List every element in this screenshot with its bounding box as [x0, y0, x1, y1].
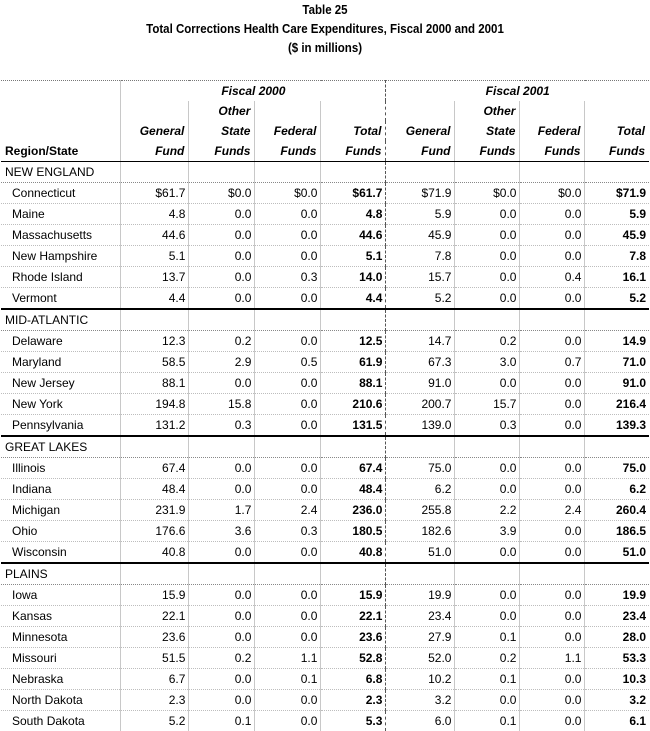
general-header-2000-a: General [121, 121, 189, 141]
other-state-funds-2001: 3.9 [455, 521, 520, 542]
federal-funds-2001: 0.0 [520, 373, 585, 394]
general-fund-2000: 40.8 [121, 542, 189, 564]
total-funds-2000: 4.8 [321, 204, 386, 225]
federal-funds-2001: 2.4 [520, 500, 585, 521]
total-funds-2001: 6.1 [585, 711, 649, 731]
state-name: Illinois [1, 458, 121, 479]
table-row [1, 479, 649, 500]
other-state-funds-2000: 0.0 [189, 373, 255, 394]
table-row [1, 225, 649, 246]
general-header-2001-a: General [386, 121, 455, 141]
table-row [1, 606, 649, 627]
federal-funds-2000: 0.0 [255, 585, 321, 606]
total-funds-2001: 14.9 [585, 331, 649, 352]
table-row [1, 500, 649, 521]
federal-funds-2000: 0.0 [255, 627, 321, 648]
total-funds-2001: 16.1 [585, 267, 649, 288]
state-name: Michigan [1, 500, 121, 521]
federal-funds-2000: 0.1 [255, 669, 321, 690]
total-funds-2001: 51.0 [585, 542, 649, 564]
general-fund-2001: 75.0 [386, 458, 455, 479]
state-name: Indiana [1, 479, 121, 500]
general-fund-2001: 52.0 [386, 648, 455, 669]
general-fund-2000: 12.3 [121, 331, 189, 352]
general-fund-2001: 45.9 [386, 225, 455, 246]
other-state-funds-2001: 0.0 [455, 542, 520, 564]
other-state-funds-2000: 0.0 [189, 204, 255, 225]
general-fund-2000: 176.6 [121, 521, 189, 542]
other-state-funds-2001: 0.0 [455, 225, 520, 246]
general-fund-2000: 194.8 [121, 394, 189, 415]
other-state-header-2000-a: Other [189, 101, 255, 121]
total-funds-2001: 75.0 [585, 458, 649, 479]
state-name: Iowa [1, 585, 121, 606]
federal-funds-2001: 0.0 [520, 479, 585, 500]
federal-header-2001-a: Federal [520, 121, 585, 141]
federal-funds-2001: 0.0 [520, 606, 585, 627]
general-fund-2000: 22.1 [121, 606, 189, 627]
table-row [1, 394, 649, 415]
other-state-funds-2000: 0.0 [189, 246, 255, 267]
federal-funds-2000: 0.0 [255, 606, 321, 627]
table-row [1, 267, 649, 288]
federal-funds-2000: 0.3 [255, 521, 321, 542]
total-funds-2001: 5.2 [585, 288, 649, 310]
federal-funds-2000: 1.1 [255, 648, 321, 669]
total-funds-2000: 4.4 [321, 288, 386, 310]
federal-funds-2001: 0.7 [520, 352, 585, 373]
federal-funds-2001: 0.0 [520, 585, 585, 606]
region-name: GREAT LAKES [1, 436, 121, 458]
federal-funds-2001: $0.0 [520, 183, 585, 204]
general-header-2000-b: Fund [121, 141, 189, 162]
general-fund-2000: 51.5 [121, 648, 189, 669]
other-state-funds-2000: 15.8 [189, 394, 255, 415]
total-funds-2000: 5.3 [321, 711, 386, 731]
table-row [1, 183, 649, 204]
general-fund-2000: 6.7 [121, 669, 189, 690]
table-row [1, 352, 649, 373]
state-name: Wisconsin [1, 542, 121, 564]
general-fund-2001: 255.8 [386, 500, 455, 521]
federal-funds-2000: 0.0 [255, 204, 321, 225]
table-row [1, 542, 649, 564]
other-state-funds-2000: $0.0 [189, 183, 255, 204]
general-fund-2001: 6.0 [386, 711, 455, 731]
general-fund-2001: 14.7 [386, 331, 455, 352]
other-state-funds-2001: 0.0 [455, 288, 520, 310]
federal-funds-2001: 0.0 [520, 521, 585, 542]
general-fund-2001: 3.2 [386, 690, 455, 711]
other-state-funds-2000: 1.7 [189, 500, 255, 521]
general-fund-2001: 23.4 [386, 606, 455, 627]
table-number: Table 25 [26, 1, 624, 20]
state-name: Vermont [1, 288, 121, 310]
total-funds-2000: 15.9 [321, 585, 386, 606]
federal-header-2000-a: Federal [255, 121, 321, 141]
federal-funds-2000: 0.0 [255, 711, 321, 731]
total-funds-2000: 52.8 [321, 648, 386, 669]
other-state-funds-2000: 0.0 [189, 669, 255, 690]
other-state-funds-2001: 0.0 [455, 204, 520, 225]
federal-funds-2000: 0.0 [255, 542, 321, 564]
general-fund-2001: 139.0 [386, 415, 455, 437]
table-row [1, 373, 649, 394]
federal-funds-2000: 0.0 [255, 479, 321, 500]
header-row-3 [1, 141, 649, 162]
other-state-funds-2000: 0.0 [189, 458, 255, 479]
federal-funds-2000: 0.0 [255, 288, 321, 310]
table-row [1, 711, 649, 731]
other-state-funds-2001: 0.0 [455, 606, 520, 627]
total-funds-2001: 19.9 [585, 585, 649, 606]
federal-header-2001-b: Funds [520, 141, 585, 162]
table-body [1, 162, 649, 731]
total-funds-2000: 22.1 [321, 606, 386, 627]
total-funds-2000: 88.1 [321, 373, 386, 394]
federal-funds-2000: 0.0 [255, 690, 321, 711]
general-fund-2000: 4.4 [121, 288, 189, 310]
total-funds-2000: 23.6 [321, 627, 386, 648]
general-fund-2001: 27.9 [386, 627, 455, 648]
state-name: Connecticut [1, 183, 121, 204]
state-name: North Dakota [1, 690, 121, 711]
general-fund-2000: 67.4 [121, 458, 189, 479]
federal-funds-2001: 0.0 [520, 690, 585, 711]
region-name: NEW ENGLAND [1, 162, 121, 183]
table-row [1, 331, 649, 352]
other-state-funds-2000: 0.0 [189, 225, 255, 246]
other-state-funds-2000: 0.2 [189, 648, 255, 669]
total-funds-2001: 91.0 [585, 373, 649, 394]
header-row-1 [1, 101, 649, 121]
general-fund-2000: 13.7 [121, 267, 189, 288]
federal-funds-2001: 0.0 [520, 542, 585, 564]
general-fund-2001: 91.0 [386, 373, 455, 394]
general-fund-2000: 48.4 [121, 479, 189, 500]
state-name: New Hampshire [1, 246, 121, 267]
federal-funds-2001: 0.0 [520, 288, 585, 310]
region-row [1, 309, 649, 331]
region-name: MID-ATLANTIC [1, 309, 121, 331]
table-row [1, 648, 649, 669]
federal-funds-2000: 0.0 [255, 458, 321, 479]
other-state-header-2000-c: Funds [189, 141, 255, 162]
general-fund-2000: 15.9 [121, 585, 189, 606]
general-fund-2001: 5.9 [386, 204, 455, 225]
other-state-funds-2000: 0.1 [189, 711, 255, 731]
federal-funds-2001: 0.0 [520, 394, 585, 415]
total-funds-2000: 210.6 [321, 394, 386, 415]
state-name: Minnesota [1, 627, 121, 648]
total-header-2001-b: Funds [585, 141, 649, 162]
federal-funds-2001: 0.0 [520, 225, 585, 246]
total-funds-2000: 12.5 [321, 331, 386, 352]
region-row [1, 162, 649, 183]
total-funds-2001: 45.9 [585, 225, 649, 246]
other-state-funds-2000: 0.0 [189, 585, 255, 606]
federal-funds-2000: 0.0 [255, 246, 321, 267]
region-row [1, 563, 649, 585]
general-fund-2000: 44.6 [121, 225, 189, 246]
total-funds-2000: 131.5 [321, 415, 386, 437]
other-state-funds-2001: 0.0 [455, 479, 520, 500]
other-state-funds-2001: 0.1 [455, 669, 520, 690]
state-name: Pennsylvania [1, 415, 121, 437]
general-fund-2000: 5.2 [121, 711, 189, 731]
state-name: Massachusetts [1, 225, 121, 246]
total-header-2001-a: Total [585, 121, 649, 141]
general-fund-2001: 19.9 [386, 585, 455, 606]
total-funds-2000: 2.3 [321, 690, 386, 711]
other-state-funds-2000: 0.0 [189, 627, 255, 648]
general-fund-2000: 5.1 [121, 246, 189, 267]
state-name: Rhode Island [1, 267, 121, 288]
general-fund-2000: 131.2 [121, 415, 189, 437]
table-units: ($ in millions) [26, 39, 624, 58]
total-funds-2001: 28.0 [585, 627, 649, 648]
other-state-funds-2001: 0.0 [455, 690, 520, 711]
state-name: Delaware [1, 331, 121, 352]
total-funds-2000: 6.8 [321, 669, 386, 690]
other-state-funds-2001: 0.0 [455, 246, 520, 267]
state-name: South Dakota [1, 711, 121, 731]
table-title: Total Corrections Health Care Expenditures, Fiscal 2000 and 2001 [26, 20, 624, 39]
federal-funds-2001: 0.0 [520, 458, 585, 479]
other-state-funds-2000: 0.3 [189, 415, 255, 437]
other-state-funds-2001: 2.2 [455, 500, 520, 521]
other-state-funds-2000: 0.0 [189, 690, 255, 711]
federal-funds-2001: 0.0 [520, 711, 585, 731]
federal-funds-2000: 0.0 [255, 331, 321, 352]
total-funds-2000: 67.4 [321, 458, 386, 479]
region-row [1, 436, 649, 458]
other-state-funds-2000: 2.9 [189, 352, 255, 373]
total-funds-2000: $61.7 [321, 183, 386, 204]
other-state-funds-2000: 0.2 [189, 331, 255, 352]
other-state-funds-2001: $0.0 [455, 183, 520, 204]
other-state-header-2001-b: State [455, 121, 520, 141]
other-state-funds-2000: 0.0 [189, 288, 255, 310]
other-state-funds-2001: 15.7 [455, 394, 520, 415]
table-row [1, 288, 649, 310]
total-funds-2001: 7.8 [585, 246, 649, 267]
table-title-block [0, 0, 650, 58]
other-state-funds-2001: 3.0 [455, 352, 520, 373]
state-name: Ohio [1, 521, 121, 542]
total-funds-2001: 6.2 [585, 479, 649, 500]
general-fund-2001: $71.9 [386, 183, 455, 204]
table-row [1, 204, 649, 225]
federal-funds-2000: 2.4 [255, 500, 321, 521]
table-row [1, 246, 649, 267]
fiscal-year-header-row [1, 81, 649, 102]
other-state-funds-2001: 0.1 [455, 627, 520, 648]
state-name: Kansas [1, 606, 121, 627]
general-fund-2000: 88.1 [121, 373, 189, 394]
general-fund-2001: 10.2 [386, 669, 455, 690]
table-header [1, 81, 649, 162]
federal-funds-2000: 0.0 [255, 415, 321, 437]
other-state-funds-2000: 0.0 [189, 542, 255, 564]
total-header-2000-a: Total [321, 121, 386, 141]
general-fund-2000: $61.7 [121, 183, 189, 204]
federal-funds-2001: 0.0 [520, 246, 585, 267]
total-header-2000-b: Funds [321, 141, 386, 162]
total-funds-2001: 10.3 [585, 669, 649, 690]
other-state-funds-2001: 0.3 [455, 415, 520, 437]
federal-funds-2001: 1.1 [520, 648, 585, 669]
header-spacer [1, 81, 121, 102]
general-fund-2001: 200.7 [386, 394, 455, 415]
general-fund-2000: 4.8 [121, 204, 189, 225]
fiscal-2001-header: Fiscal 2001 [386, 81, 649, 102]
general-fund-2001: 67.3 [386, 352, 455, 373]
total-funds-2000: 180.5 [321, 521, 386, 542]
federal-funds-2001: 0.0 [520, 331, 585, 352]
table-row [1, 585, 649, 606]
state-name: Missouri [1, 648, 121, 669]
total-funds-2000: 40.8 [321, 542, 386, 564]
federal-funds-2001: 0.4 [520, 267, 585, 288]
region-state-header: Region/State [1, 141, 121, 162]
total-funds-2001: 71.0 [585, 352, 649, 373]
federal-funds-2001: 0.0 [520, 415, 585, 437]
table-row [1, 690, 649, 711]
federal-header-2000-b: Funds [255, 141, 321, 162]
federal-funds-2001: 0.0 [520, 627, 585, 648]
total-funds-2001: 216.4 [585, 394, 649, 415]
total-funds-2001: 260.4 [585, 500, 649, 521]
header-row-2 [1, 121, 649, 141]
other-state-funds-2001: 0.2 [455, 648, 520, 669]
total-funds-2000: 236.0 [321, 500, 386, 521]
general-fund-2000: 23.6 [121, 627, 189, 648]
general-fund-2001: 51.0 [386, 542, 455, 564]
federal-funds-2000: 0.5 [255, 352, 321, 373]
other-state-funds-2001: 0.0 [455, 267, 520, 288]
general-fund-2001: 5.2 [386, 288, 455, 310]
state-name: Nebraska [1, 669, 121, 690]
other-state-funds-2000: 0.0 [189, 267, 255, 288]
other-state-header-2000-b: State [189, 121, 255, 141]
total-funds-2001: 186.5 [585, 521, 649, 542]
state-name: Maine [1, 204, 121, 225]
federal-funds-2000: 0.0 [255, 373, 321, 394]
total-funds-2000: 61.9 [321, 352, 386, 373]
other-state-funds-2000: 3.6 [189, 521, 255, 542]
general-fund-2000: 58.5 [121, 352, 189, 373]
table-row [1, 627, 649, 648]
other-state-header-2001-c: Funds [455, 141, 520, 162]
total-funds-2001: 53.3 [585, 648, 649, 669]
federal-funds-2000: 0.0 [255, 225, 321, 246]
other-state-funds-2001: 0.0 [455, 373, 520, 394]
other-state-funds-2000: 0.0 [189, 606, 255, 627]
table-row [1, 415, 649, 437]
total-funds-2001: 139.3 [585, 415, 649, 437]
table-row [1, 458, 649, 479]
other-state-funds-2001: 0.2 [455, 331, 520, 352]
total-funds-2001: 23.4 [585, 606, 649, 627]
total-funds-2000: 44.6 [321, 225, 386, 246]
state-name: Maryland [1, 352, 121, 373]
other-state-header-2001-a: Other [455, 101, 520, 121]
state-name: New York [1, 394, 121, 415]
total-funds-2000: 14.0 [321, 267, 386, 288]
federal-funds-2000: 0.0 [255, 394, 321, 415]
general-fund-2000: 231.9 [121, 500, 189, 521]
table-row [1, 521, 649, 542]
total-funds-2001: 3.2 [585, 690, 649, 711]
total-funds-2001: 5.9 [585, 204, 649, 225]
total-funds-2000: 5.1 [321, 246, 386, 267]
general-header-2001-b: Fund [386, 141, 455, 162]
other-state-funds-2001: 0.0 [455, 458, 520, 479]
federal-funds-2001: 0.0 [520, 669, 585, 690]
fiscal-2000-header: Fiscal 2000 [121, 81, 386, 102]
region-name: PLAINS [1, 563, 121, 585]
general-fund-2001: 7.8 [386, 246, 455, 267]
general-fund-2001: 6.2 [386, 479, 455, 500]
state-name: New Jersey [1, 373, 121, 394]
other-state-funds-2001: 0.0 [455, 585, 520, 606]
other-state-funds-2001: 0.1 [455, 711, 520, 731]
federal-funds-2000: 0.3 [255, 267, 321, 288]
general-fund-2001: 15.7 [386, 267, 455, 288]
other-state-funds-2000: 0.0 [189, 479, 255, 500]
general-fund-2000: 2.3 [121, 690, 189, 711]
federal-funds-2000: $0.0 [255, 183, 321, 204]
general-fund-2001: 182.6 [386, 521, 455, 542]
table-row [1, 669, 649, 690]
total-funds-2001: $71.9 [585, 183, 649, 204]
expenditures-table [1, 80, 649, 731]
total-funds-2000: 48.4 [321, 479, 386, 500]
federal-funds-2001: 0.0 [520, 204, 585, 225]
